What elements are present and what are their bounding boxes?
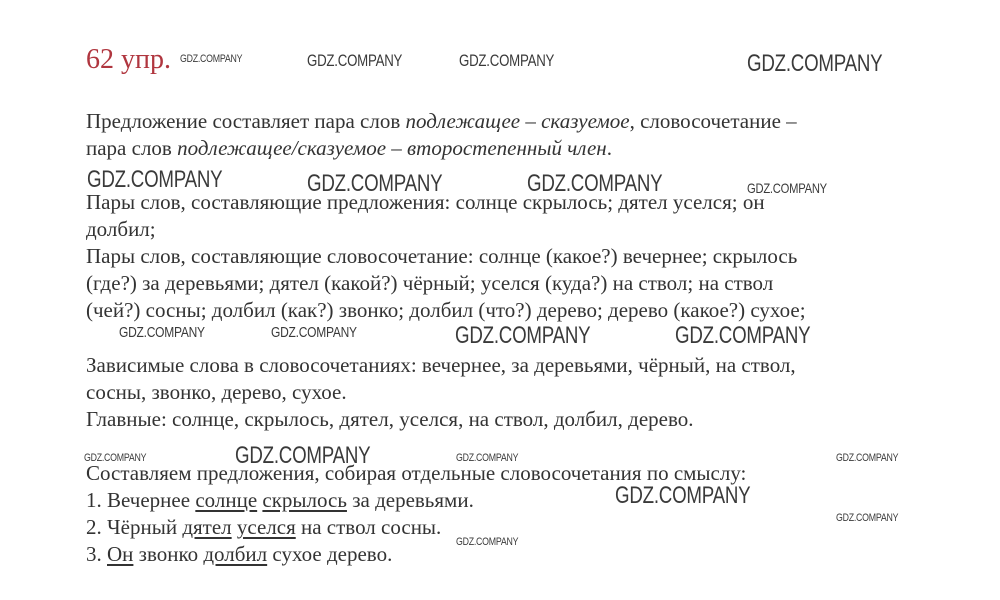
subject: дятел xyxy=(182,515,232,539)
text: , словосочетание – xyxy=(629,109,797,133)
text: звонко xyxy=(133,542,204,566)
watermark-text: GDZ.COMPANY xyxy=(271,324,357,341)
text: 1. Вечернее xyxy=(86,488,196,512)
text: пара слов xyxy=(86,136,178,160)
subject: Он xyxy=(107,542,134,566)
watermark-text: GDZ.COMPANY xyxy=(456,536,519,548)
dependent-line-2: сосны, звонко, дерево, сухое. xyxy=(86,380,347,404)
italic-term: подлежащее/сказуемое – второстепенный член xyxy=(177,136,607,160)
text: сухое дерево. xyxy=(267,542,393,566)
watermark-text: GDZ.COMPANY xyxy=(615,482,751,509)
predicate: уселся xyxy=(236,515,296,539)
text: . xyxy=(606,136,612,160)
predicate: скрылось xyxy=(262,488,347,512)
dependent-line-1: Зависимые слова в словосочетаниях: вечернее, за деревьями, чёрный, на ствол, xyxy=(86,353,796,377)
text: за деревьями. xyxy=(346,488,474,512)
predicate: долбил xyxy=(203,542,268,566)
exercise-title: 62 упр. xyxy=(86,44,171,75)
watermark-text: GDZ.COMPANY xyxy=(307,51,403,70)
watermark-text: GDZ.COMPANY xyxy=(527,170,663,197)
watermark-text: GDZ.COMPANY xyxy=(84,452,147,464)
pairs-line-3: Пары слов, составляющие словосочетание: солнце (какое?) вечернее; скрылось xyxy=(86,244,798,268)
text: на ствол сосны. xyxy=(295,515,442,539)
watermark-text: GDZ.COMPANY xyxy=(459,51,555,70)
watermark-text: GDZ.COMPANY xyxy=(747,180,827,196)
watermark-text: GDZ.COMPANY xyxy=(455,322,591,349)
text: Предложение составляет пара слов xyxy=(86,109,406,133)
watermark-text: GDZ.COMPANY xyxy=(307,170,443,197)
pairs-line-1: Пары слов, составляющие предложения: солнце скрылось; дятел уселся; он xyxy=(86,190,765,214)
main-words-line: Главные: солнце, скрылось, дятел, уселся, на ствол, долбил, дерево. xyxy=(86,407,694,431)
watermark-text: GDZ.COMPANY xyxy=(119,324,205,341)
watermark-text: GDZ.COMPANY xyxy=(836,512,899,524)
text: 2. Чёрный xyxy=(86,515,183,539)
definition-paragraph xyxy=(86,108,916,162)
watermark-text: GDZ.COMPANY xyxy=(87,166,223,193)
pairs-line-2: долбил; xyxy=(86,217,156,241)
watermark-text: GDZ.COMPANY xyxy=(836,452,899,464)
italic-term: подлежащее – сказуемое xyxy=(405,109,630,133)
sentence-1 xyxy=(86,487,916,514)
definition-line-1 xyxy=(86,108,916,135)
watermark-text: GDZ.COMPANY xyxy=(180,53,243,65)
dependent-words-paragraph xyxy=(86,352,916,433)
pairs-line-4: (где?) за деревьями; дятел (какой?) чёрный; уселся (куда?) на ствол; на ствол xyxy=(86,271,774,295)
sentences-intro: Составляем предложения, собирая отдельные словосочетания по смыслу: xyxy=(86,461,747,485)
watermark-text: GDZ.COMPANY xyxy=(675,322,811,349)
definition-line-2 xyxy=(86,135,916,162)
watermark-text: GDZ.COMPANY xyxy=(747,50,883,77)
word-pairs-paragraph xyxy=(86,189,916,324)
pairs-line-5: (чей?) сосны; долбил (как?) звонко; долбил (что?) дерево; дерево (какое?) сухое; xyxy=(86,298,806,322)
text: 3. xyxy=(86,542,107,566)
watermark-text: GDZ.COMPANY xyxy=(456,452,519,464)
sentences-paragraph xyxy=(86,460,916,568)
subject: солнце xyxy=(195,488,258,512)
watermark-text: GDZ.COMPANY xyxy=(235,442,371,469)
